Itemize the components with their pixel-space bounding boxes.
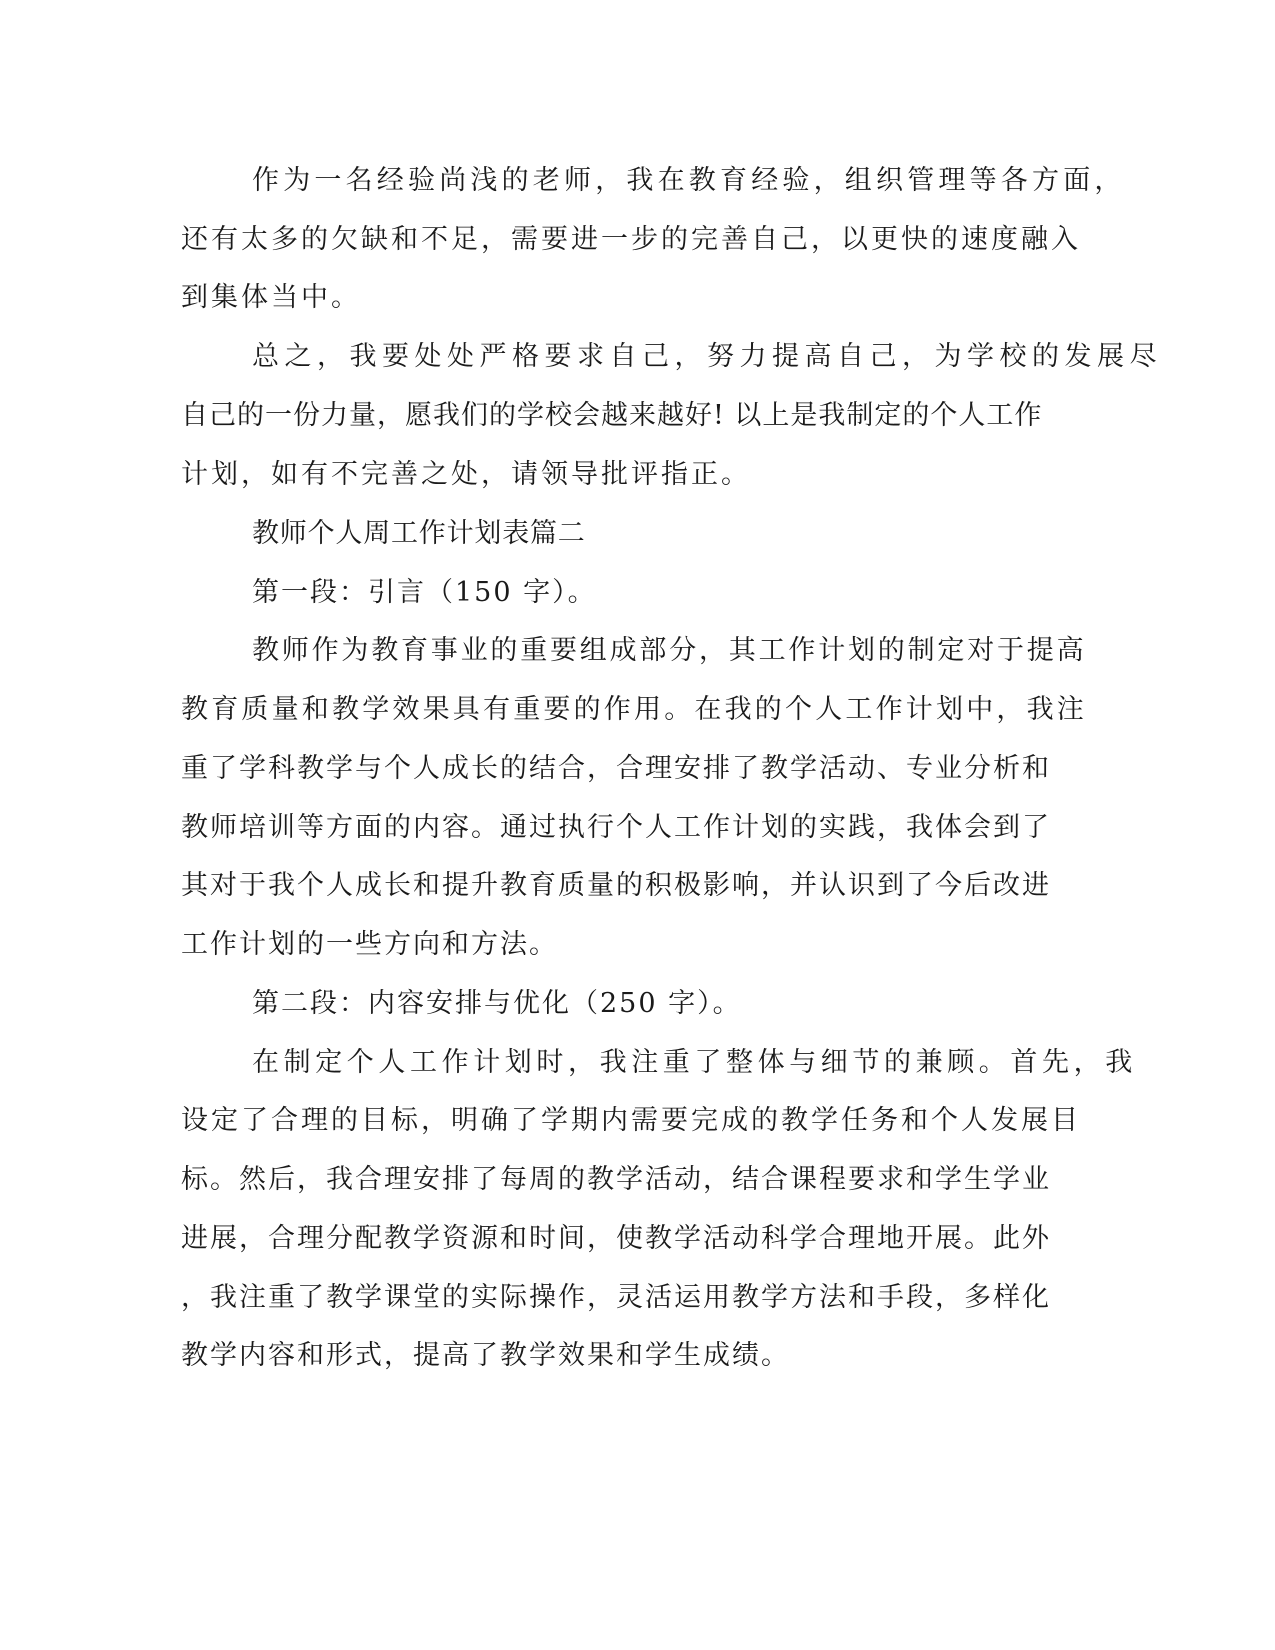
text-line: 教师作为教育事业的重要组成部分，其工作计划的制定对于提高 bbox=[252, 635, 1087, 666]
text-line: 总之，我要处处严格要求自己，努力提高自己，为学校的发展尽 bbox=[252, 341, 1162, 372]
text-line: 计划，如有不完善之处，请领导批评指正。 bbox=[181, 459, 751, 490]
text-line: 到集体当中。 bbox=[181, 282, 361, 313]
text-line: 作为一名经验尚浅的老师，我在教育经验，组织管理等各方面， bbox=[252, 165, 1126, 196]
paragraph-heading: 第一段：引言（150 字）。 bbox=[252, 577, 597, 608]
text-line: 自己的一份力量，愿我们的学校会越来越好! 以上是我制定的个人工作 bbox=[181, 400, 1043, 431]
paragraph-heading: 第二段：内容安排与优化（250 字）。 bbox=[252, 988, 742, 1019]
text-line: 标。然后，我合理安排了每周的教学活动，结合课程要求和学生学业 bbox=[181, 1164, 1051, 1195]
text-line: 工作计划的一些方向和方法。 bbox=[181, 929, 558, 960]
section-heading: 教师个人周工作计划表篇二 bbox=[252, 518, 586, 549]
text-line: 进展，合理分配教学资源和时间，使教学活动科学合理地开展。此外 bbox=[181, 1223, 1051, 1254]
text-line: 重了学科教学与个人成长的结合，合理安排了教学活动、专业分析和 bbox=[181, 753, 1051, 784]
text-line: 设定了合理的目标，明确了学期内需要完成的教学任务和个人发展目 bbox=[181, 1105, 1081, 1136]
text-line: 教学内容和形式，提高了教学效果和学生成绩。 bbox=[181, 1340, 790, 1371]
text-line: 教师培训等方面的内容。通过执行个人工作计划的实践，我体会到了 bbox=[181, 812, 1051, 843]
text-line: ，我注重了教学课堂的实际操作，灵活运用教学方法和手段，多样化 bbox=[181, 1282, 1051, 1313]
text-line: 其对于我个人成长和提升教育质量的积极影响，并认识到了今后改进 bbox=[181, 870, 1051, 901]
text-line: 在制定个人工作计划时，我注重了整体与细节的兼顾。首先，我 bbox=[252, 1047, 1137, 1078]
text-line: 还有太多的欠缺和不足，需要进一步的完善自己，以更快的速度融入 bbox=[181, 224, 1081, 255]
text-line: 教育质量和教学效果具有重要的作用。在我的个人工作计划中，我注 bbox=[181, 694, 1087, 725]
